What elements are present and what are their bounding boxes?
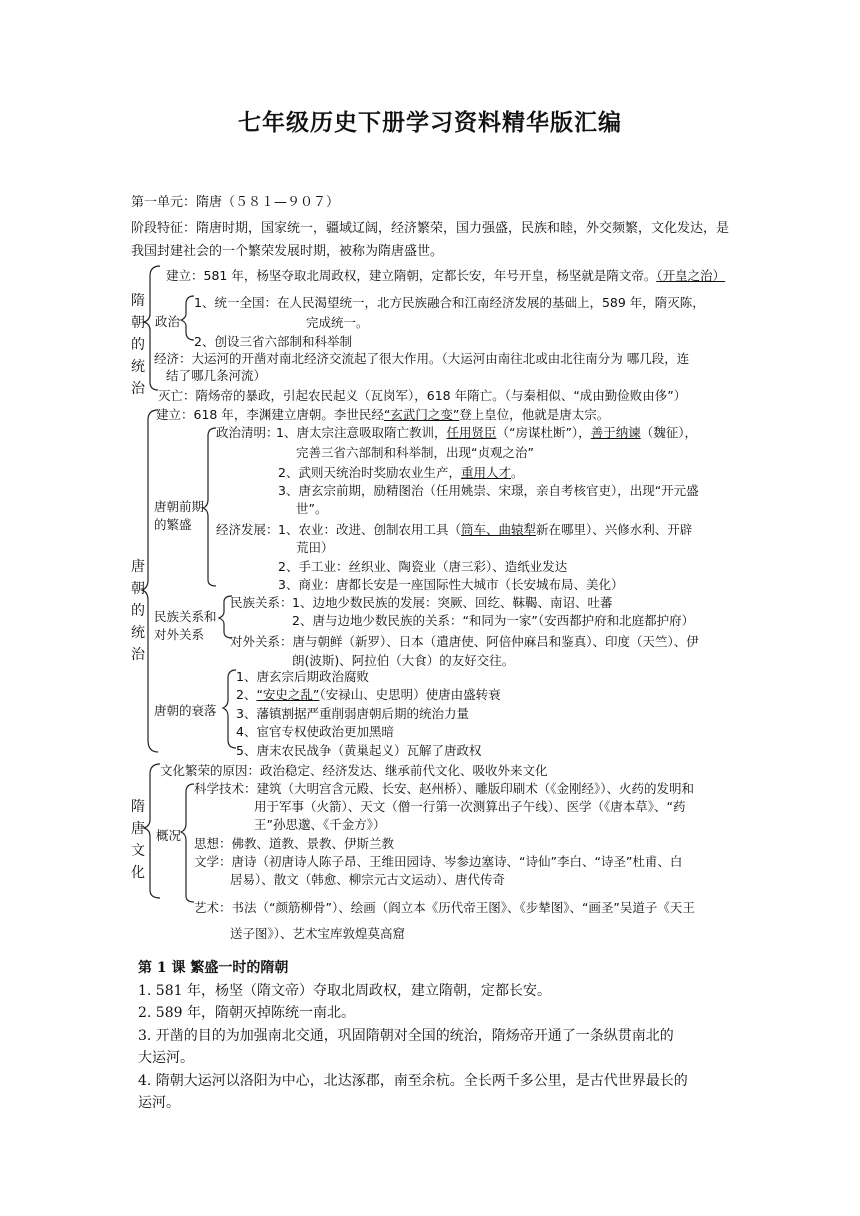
tang-side-label: 唐朝的统治 bbox=[131, 559, 145, 663]
culture-reason: 文化繁荣的原因：政治稳定、经济发达、继承前代文化、吸收外来文化 bbox=[160, 763, 548, 778]
sui-politics-label: 政治 bbox=[155, 314, 181, 329]
lesson-point-4-cont: 运河。 bbox=[138, 1095, 180, 1111]
sui-economy: 经济：大运河的开凿对南北经济交流起了很大作用。（大运河由南往北或由北往南分为 哪几段，连 bbox=[154, 351, 690, 366]
lesson-point-1: 1. 581 年，杨坚（隋文帝）夺取北周政权，建立隋朝，定都长安。 bbox=[138, 983, 551, 999]
tang-decline-item-1: 1、唐玄宗后期政治腐败 bbox=[236, 669, 369, 684]
culture-art: 艺术：书法（“颜筋柳骨”）、绘画（阎立本《历代帝王图》、《步辇图》、“画圣”吴道子《天王 bbox=[194, 900, 695, 915]
lesson-point-3: 3. 开凿的目的为加强南北交通，巩固隋朝对全国的统治，隋炀帝开通了一条纵贯南北的 bbox=[138, 1028, 674, 1044]
tang-economy-label: 经济发展： bbox=[216, 522, 279, 537]
tang-ethnic-item-2: 2、唐与边地少数民族的关系：“和同为一家”（安西都护府和北庭都护府） bbox=[292, 613, 695, 628]
unit-feature-line-2: 我国封建社会的一个繁荣发展时期，被称为隋唐盛世。 bbox=[131, 244, 444, 259]
sui-politics-item-1: 1、统一全国：在人民渴望统一，北方民族融合和江南经济发展的基础上，589 年，隋灭陈， bbox=[194, 295, 705, 310]
culture-science-cont-2: 王”孙思邈、《千金方》） bbox=[254, 817, 386, 832]
tang-economy-item-1: 1、农业：改进、创制农用工具（筒车、曲辕犁新在哪里）、兴修水利、开辟 bbox=[278, 522, 693, 537]
culture-literature: 文学：唐诗（初唐诗人陈子昂、王维田园诗、岑参边塞诗、“诗仙”李白、“诗圣”杜甫、白 bbox=[194, 854, 683, 869]
tang-external-label: 民族关系和对外关系 bbox=[154, 609, 217, 642]
tang-politics-label: 政治清明： bbox=[216, 425, 279, 440]
sui-founding: 建立：581 年，杨坚夺取北周政权，建立隋朝，定都长安，年号开皇，杨坚就是隋文帝。（开皇之治） bbox=[166, 268, 726, 283]
lesson-heading: 第 1 课 繁盛一时的隋朝 bbox=[138, 960, 289, 976]
tang-early-label: 唐朝前期的繁盛 bbox=[154, 499, 205, 532]
sui-politics-item-1-cont: 完成统一。 bbox=[306, 315, 369, 330]
tang-ethnic-item-1: 1、边地少数民族的发展：突厥、回纥、靺鞨、南诏、吐蕃 bbox=[292, 595, 613, 610]
culture-science: 科学技术：建筑（大明宫含元殿、长安、赵州桥）、雕版印刷术（《金刚经》）、火药的发明和 bbox=[194, 781, 695, 796]
sui-economy-cont: 结了哪几条河流） bbox=[166, 368, 267, 383]
sui-side-label: 隋朝的统治 bbox=[131, 293, 145, 397]
sui-fall: 灭亡：隋炀帝的暴政，引起农民起义（瓦岗军），618 年隋亡。（与秦相似、“成由勤俭败由侈”） bbox=[158, 388, 687, 403]
tang-economy-item-3: 3、商业：唐都长安是一座国际性大城市（长安城布局、美化） bbox=[278, 577, 624, 592]
tang-politics-item-3-cont: 世”。 bbox=[296, 501, 328, 516]
tang-foreign-cont: 朗(波斯)、阿拉伯（大食）的友好交往。 bbox=[292, 653, 515, 668]
tang-politics-item-3: 3、唐玄宗前期，励精图治（任用姚崇、宋璟，亲自考核官吏），出现“开元盛 bbox=[278, 483, 699, 498]
culture-thought: 思想：佛教、道教、景教、伊斯兰教 bbox=[194, 836, 395, 851]
tang-politics-item-1-cont: 完善三省六部制和科举制，出现“贞观之治” bbox=[296, 445, 534, 460]
tang-politics-item-1: 1、唐太宗注意吸取隋亡教训，任用贤臣（“房谋杜断”），善于纳谏（魏征）， bbox=[276, 425, 697, 440]
tang-decline-item-2: 2、“安史之乱”（安禄山、史思明）使唐由盛转衰 bbox=[236, 687, 501, 702]
tang-decline-item-3: 3、藩镇割据严重削弱唐朝后期的统治力量 bbox=[236, 706, 469, 721]
lesson-point-3-cont: 大运河。 bbox=[138, 1050, 194, 1066]
sui-politics-item-2: 2、创设三省六部制和科举制 bbox=[194, 334, 352, 349]
unit-feature-line-1: 阶段特征：隋唐时期，国家统一，疆域辽阔，经济繁荣，国力强盛，民族和睦，外交频繁，文化发达，是 bbox=[131, 221, 730, 236]
lesson-point-2: 2. 589 年，隋朝灭掉陈统一南北。 bbox=[138, 1005, 355, 1021]
page-title: 七年级历史下册学习资料精华版汇编 bbox=[238, 110, 622, 136]
tang-politics-item-2: 2、武则天统治时奖励农业生产，重用人才。 bbox=[278, 465, 524, 480]
tang-economy-item-2: 2、手工业：丝织业、陶瓷业（唐三彩）、造纸业发达 bbox=[278, 559, 568, 574]
lesson-point-4: 4. 隋朝大运河以洛阳为中心，北达涿郡，南至余杭。全长两千多公里，是古代世界最长的 bbox=[138, 1073, 688, 1089]
tang-decline-item-5: 5、唐末农民战争（黄巢起义）瓦解了唐政权 bbox=[236, 743, 482, 758]
culture-overview-label: 概况 bbox=[156, 828, 182, 843]
culture-literature-cont: 居易）、散文（韩愈、柳宗元古文运动）、唐代传奇 bbox=[230, 872, 506, 887]
tang-decline-label: 唐朝的衰落 bbox=[154, 703, 217, 718]
tang-foreign: 对外关系：唐与朝鲜（新罗）、日本（遣唐使、阿倍仲麻吕和鉴真）、印度（天竺）、伊 bbox=[230, 634, 699, 649]
tang-decline-item-4: 4、宦官专权使政治更加黑暗 bbox=[236, 724, 394, 739]
tang-economy-item-1-cont: 荒田） bbox=[296, 540, 334, 555]
culture-art-cont: 送子图》）、艺术宝库敦煌莫高窟 bbox=[230, 926, 406, 941]
tang-ethnic-label: 民族关系： bbox=[230, 595, 293, 610]
culture-science-cont-1: 用于军事（火箭）、天文（僧一行第一次测算出子午线）、医学（《唐本草》、“药 bbox=[254, 799, 686, 814]
culture-side-label: 隋唐文化 bbox=[131, 799, 145, 881]
tang-founding: 建立：618 年，李渊建立唐朝。李世民经“玄武门之变”登上皇位，他就是唐太宗。 bbox=[156, 407, 610, 422]
unit-heading: 第一单元：隋唐（５８１—９０７） bbox=[131, 195, 340, 210]
